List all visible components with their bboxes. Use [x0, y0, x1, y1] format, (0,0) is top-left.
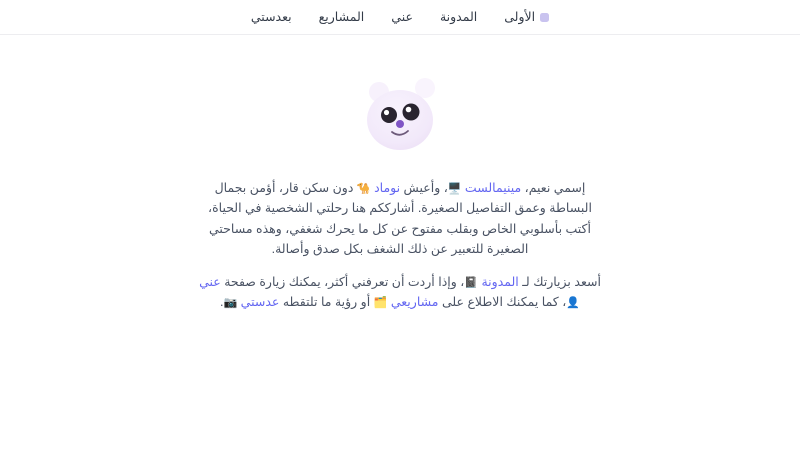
bear-eye-right	[403, 104, 420, 121]
nav-item-label: الأولى	[504, 9, 536, 24]
nav-item-label: المشاريع	[318, 9, 365, 24]
nav-item-home[interactable]	[504, 11, 549, 24]
intro-paragraph-2	[199, 272, 601, 313]
text-segment: ، كما يمكنك الاطلاع على	[438, 295, 567, 310]
nav-item-label: بعدستي	[250, 9, 292, 24]
projects-link[interactable]: مشاريعي	[390, 295, 439, 310]
text-segment: ، وإذا أردت أن تعرفني أكثر، يمكنك زيارة صفحة	[220, 275, 465, 289]
nav-item-label: عني	[391, 9, 413, 24]
home-icon	[540, 13, 549, 22]
camera-icon: 📷	[223, 297, 238, 310]
intro-paragraph-1	[199, 178, 601, 259]
main-nav	[0, 0, 800, 35]
nav-item-lens[interactable]	[251, 11, 292, 24]
text-segment: أسعد بزيارتك لـ	[518, 275, 601, 289]
text-segment: دون سكن قار، أؤمن بجمال البساطة وعمق التفاصيل الصغيرة. أشارككم هنا رحلتي الشخصية في الحياة، أكتب بأسلوبي الخاص وبقلب مفتوح عن كل ما يحرك شغفي، وهذه مساحتي الصغيرة للتعبير عن ذلك الشغف بكل صدق وأصالة.	[208, 181, 592, 256]
monitor-icon: 🖥️	[447, 183, 462, 195]
notebook-icon: 📓	[464, 277, 478, 289]
text-segment: إسمي نعيم،	[521, 181, 586, 195]
bear-nose	[396, 120, 404, 128]
camel-icon: 🐪	[356, 183, 371, 195]
nomad-link[interactable]: نوماد	[374, 181, 401, 195]
text-segment: ، وأعيش	[400, 181, 448, 195]
nav-item-projects[interactable]	[319, 11, 365, 24]
text-segment: .	[220, 295, 224, 310]
folder-icon: 🗂️	[373, 297, 388, 310]
intro-paragraphs	[199, 178, 601, 313]
bear-eye-left	[381, 107, 397, 123]
person-icon: 👤	[566, 297, 580, 310]
lens-link[interactable]: عدستي	[240, 295, 280, 310]
nav-item-label: المدونة	[439, 9, 478, 24]
main-content	[0, 75, 800, 313]
text-segment: أو رؤية ما تلتقطه	[279, 295, 374, 310]
bear-avatar-svg	[354, 75, 446, 155]
bear-illustration	[354, 75, 446, 160]
nav-item-blog[interactable]	[440, 11, 477, 24]
nav-item-about[interactable]	[391, 11, 413, 24]
blog-link[interactable]: المدونة	[481, 275, 519, 289]
minimalist-link[interactable]: مينيمالست	[464, 181, 522, 195]
about-link[interactable]: عني	[199, 275, 221, 289]
